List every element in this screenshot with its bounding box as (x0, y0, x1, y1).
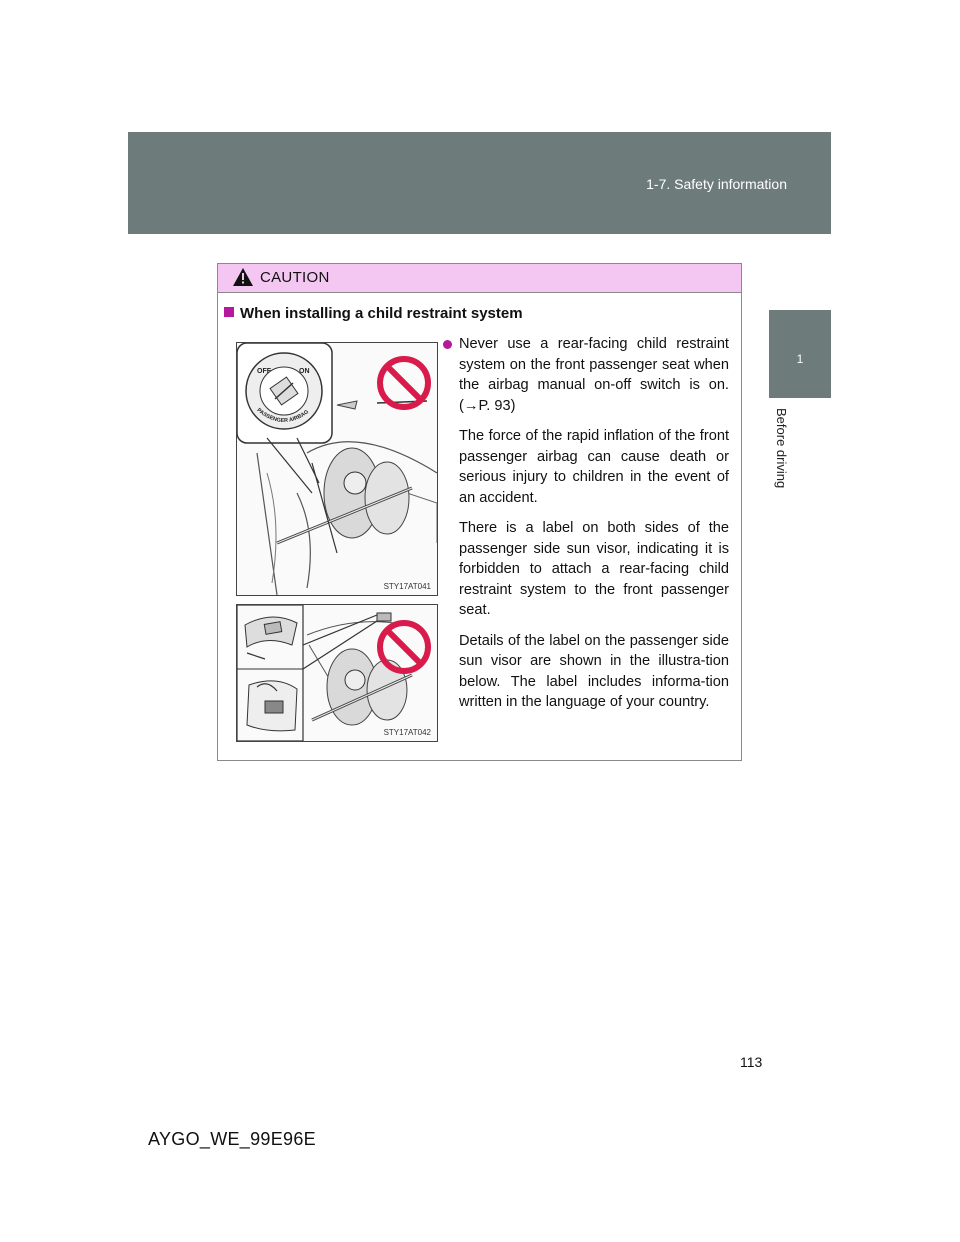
prohibition-icon-2 (380, 623, 428, 671)
paragraph-4: Details of the label on the passenger side sun visor are shown in the illustra-tion below. The label includes informa-tion written in the language of your country. (459, 632, 729, 710)
chapter-label: Before driving (774, 408, 789, 489)
square-bullet-icon (224, 307, 234, 317)
round-bullet-icon (443, 340, 452, 349)
chapter-label-wrapper (774, 408, 805, 508)
caution-box (217, 263, 742, 761)
section-title: 1-7. Safety information (646, 176, 787, 192)
chapter-tab (769, 310, 831, 398)
switch-on-text: ON (299, 368, 310, 375)
airbag-switch-illustration (236, 342, 438, 596)
caution-label: CAUTION (260, 269, 330, 286)
paragraph-1: Never use a rear-facing child restraint system on the front passenger seat when the airbag manual on-off switch is on. (→P. 93) (459, 336, 729, 414)
header-band (128, 132, 831, 234)
prohibition-icon (380, 359, 428, 407)
caution-header (218, 264, 741, 293)
document-code: AYGO_WE_99E96E (148, 1129, 316, 1149)
bullet-paragraph (459, 334, 729, 416)
chapter-number: 1 (796, 352, 804, 366)
switch-caption: PASSENGER AIRBAG (255, 407, 311, 425)
switch-off-text: OFF (257, 368, 271, 375)
figure-code: STY17AT041 (383, 582, 431, 591)
warning-triangle-icon (232, 267, 254, 287)
section-heading-text: When installing a child restraint system (240, 305, 523, 322)
paragraph-3: There is a label on both sides of the passenger side sun visor, indicating it is forbidden to attach a rear-facing child restraint system to the front passenger seat. (459, 520, 729, 618)
paragraph-2: The force of the rapid inflation of the front passenger airbag can cause death or serious injury to children in the event of an accident. (459, 428, 729, 506)
caution-text (459, 334, 729, 723)
sun-visor-label-illustration (236, 604, 438, 742)
figure-code-2: STY17AT042 (383, 728, 431, 737)
rear-facing-seat-drawing (237, 343, 437, 595)
section-heading (224, 305, 523, 322)
sun-visor-drawing (237, 605, 437, 741)
page-number: 113 (740, 1054, 763, 1070)
